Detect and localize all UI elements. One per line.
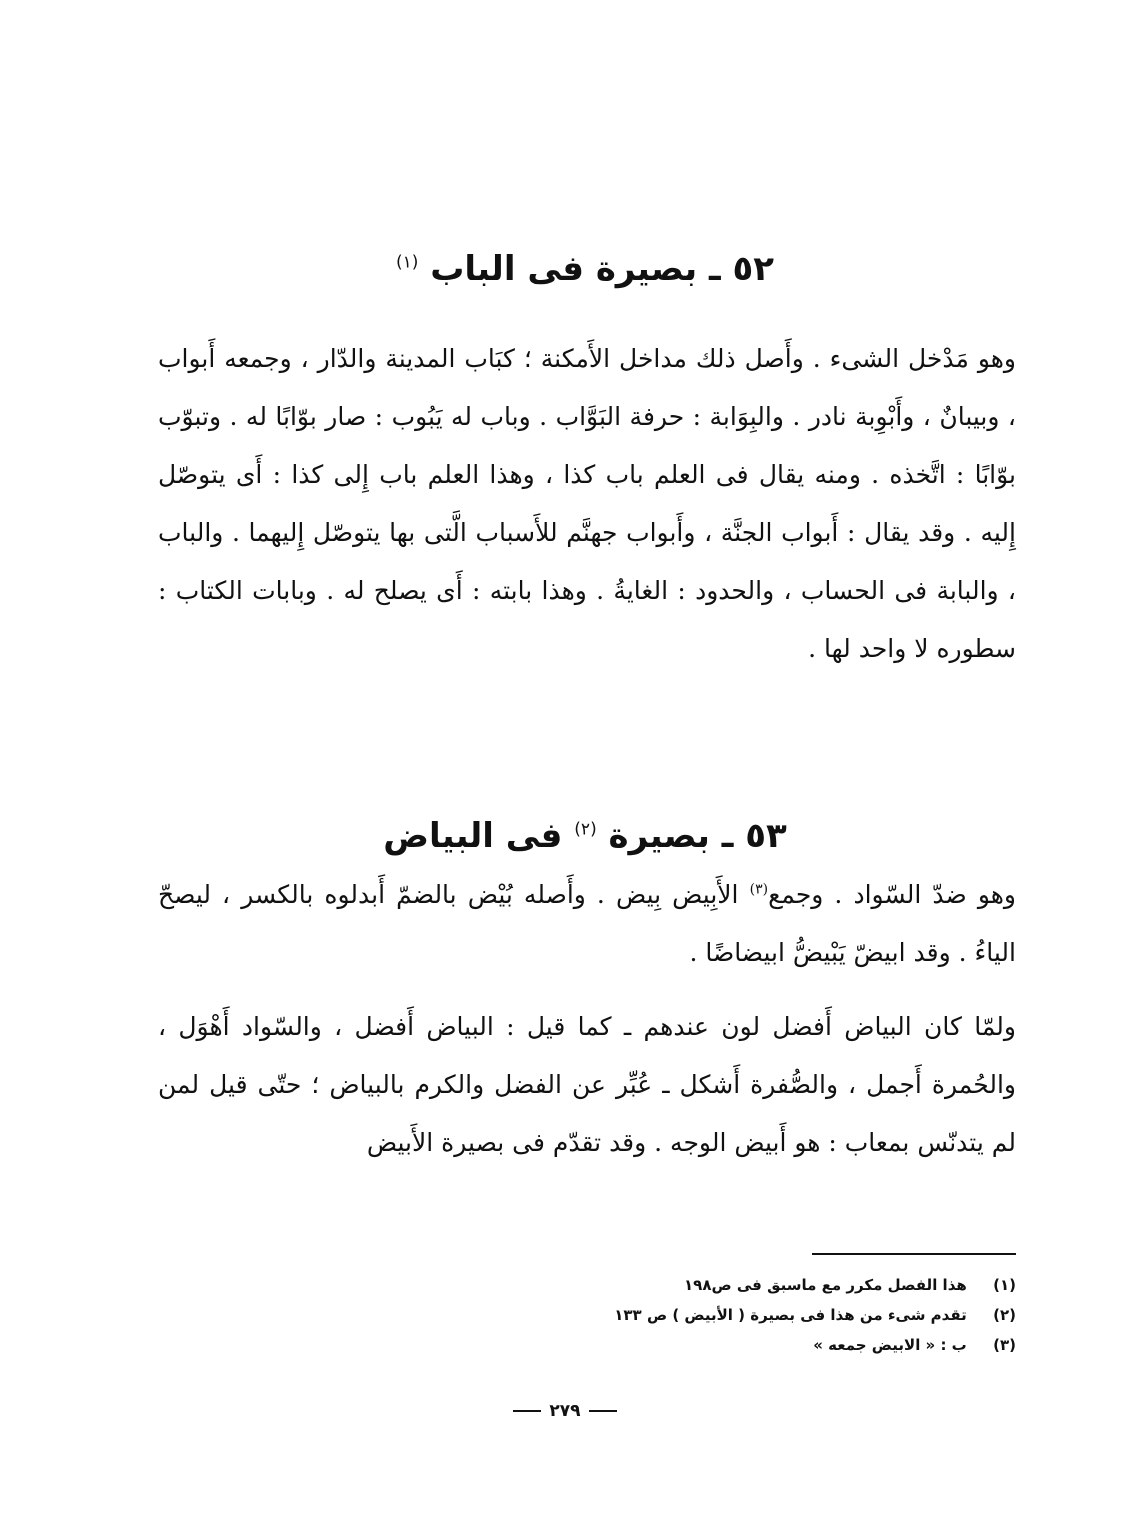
- heading-text-part-1: ٥٣ ـ بصيرة: [608, 816, 787, 857]
- heading-text: ٥٢ ـ بصيرة فى الباب: [430, 249, 774, 290]
- footnote-text: هذا الفصل مكرر مع ماسبق فى ص١٩٨: [684, 1276, 967, 1294]
- footnote-number: (٢): [993, 1306, 1016, 1324]
- footnote-text: ب : « الابيض جمعه »: [813, 1336, 967, 1354]
- footnote-divider: [812, 1253, 1016, 1255]
- dash-decoration: [513, 1410, 541, 1412]
- page-number-text: ٢٧٩: [549, 1401, 581, 1421]
- footnote-ref: (٢): [574, 819, 597, 840]
- paragraph-text: الأَبِيض بِيض . وأَصله بُيْض بالضمّ أَبدلوه بالكسر ، ليصحّ الياءُ . وقد ابيضّ يَبْيضُّ ابيضاضًا .: [158, 880, 1016, 967]
- dash-decoration: [589, 1410, 617, 1412]
- section-heading-53: [150, 811, 1020, 861]
- section-52-paragraph: وهو مَدْخل الشىء . وأَصل ذلك مداخل الأَمكنة ؛ كبَاب المدينة والدّار ، وجمعه أَبواب ، وبيبانٌ ، وأَبْوِبة نادر . والبِوَابة : حرفة البَوَّاب . وباب له يَبُوب : صار بوّابًا له . وتبوّب بوّابًا : اتَّخذه . ومنه يقال فى العلم باب كذا ، وهذا العلم باب إِلى كذا : أَى يتوصّل إِليه . وقد يقال : أَبواب الجنَّة ، وأَبواب جهنَّم للأَسباب الَّتى بها يتوصّل إِليهما . والباب ، والبابة فى الحساب ، والحدود : الغايةُ . وهذا بابته : أَى يصلح له . وبابات الكتاب : سطوره لا واحد لها .: [158, 344, 1016, 663]
- footnote-item: [400, 1330, 1016, 1360]
- footnote-number: (٣): [993, 1336, 1016, 1354]
- section-heading-52: [150, 244, 1020, 294]
- section-53-paragraph-1: [158, 866, 1016, 982]
- footnote-item: [400, 1300, 1016, 1330]
- section-53-paragraph-2: ولمّا كان البياض أَفضل لون عندهم ـ كما قيل : البياض أَفضل ، والسّواد أَهْوَل ، والحُمرة أَجمل ، والصُّفرة أَشكل ـ عُبِّر عن الفضل والكرم بالبياض ؛ حتّى قيل لمن لم يتدنّس بمعاب : هو أَبيض الوجه . وقد تقدّم فى بصيرة الأَبيض: [158, 1012, 1016, 1157]
- footnote-number: (١): [993, 1276, 1016, 1294]
- footnote-ref: (٣): [749, 881, 769, 898]
- heading-text-part-2: فى البياض: [383, 816, 563, 857]
- footnote-item: [400, 1270, 1016, 1300]
- page-number: [465, 1396, 665, 1426]
- paragraph-text: وهو ضدّ السّواد . وجمع: [768, 880, 1016, 909]
- footnote-text: تقدم شىء من هذا فى بصيرة ( الأبيض ) ص ١٣٣: [614, 1306, 967, 1324]
- footnotes-list: [400, 1270, 1016, 1360]
- footnote-ref: (١): [395, 252, 419, 273]
